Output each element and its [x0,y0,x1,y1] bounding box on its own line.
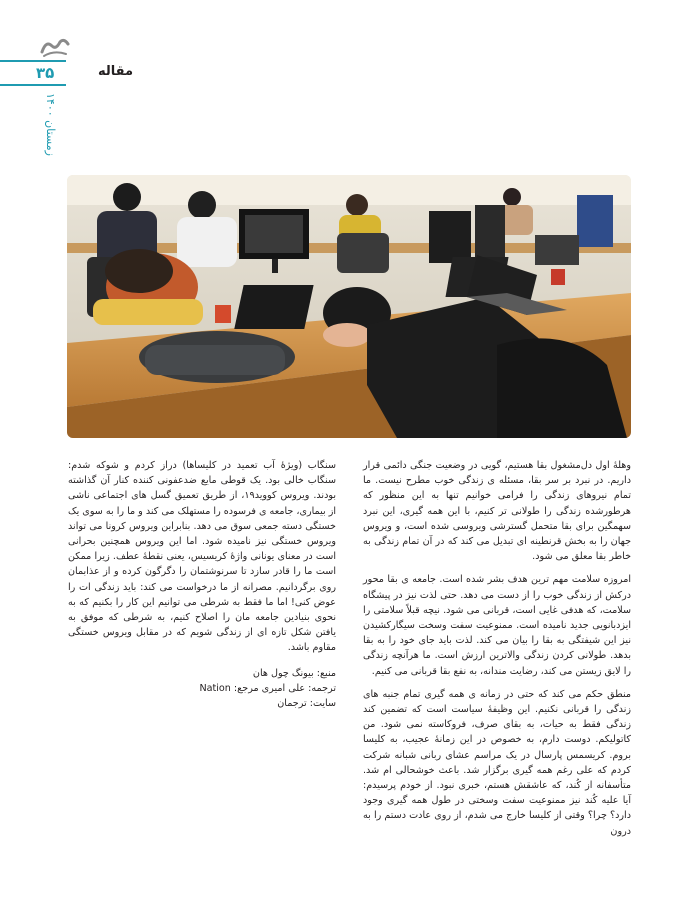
article-paragraph: منطق حکم می کند که حتی در زمانه ی همه گیری تمام جنبه های زندگی را قربانی نکنیم. این وظیفهٔ سیاست است که تضمین کند زندگی فقط به حیات، به بقای صرف، فروکاسته نمی شود. من کاتولیکم. دوست دارم، به خصوص در این زمانهٔ عجیب، به کلیسا بروم. کریسمس پارسال در یک مراسم عشای ربانی شبانه شرکت کردم که علی رغم همه گیری برگزار شد. باعث خوشحالی ام شد. متأسفانه از کُند، که عاشقش هستم، خبری نبود. از خودم پرسیدم: آیا علیه کُند نیز ممنوعیت سفت وسختی در طول همه گیری وجود دارد؟ چرا؟ وقتی از کلیسا خارج می شدم، از روی عادت دستم را به درون [363,688,631,837]
page-number-rule-bottom [0,84,66,86]
credit-site: سایت: ترجمان [277,697,336,709]
article-column-right [363,458,631,847]
credit-translation: ترجمه: علی امیری مرجع: Nation [199,682,336,694]
page-number-rule-top [0,60,66,62]
article-paragraph: امروزه سلامت مهم ترین هدف بشر شده است. جامعه ی بقا محور درکش از زندگی خوب را از دست می دهد. حتی لذت نیز در پیشگاه سلامت، که هدفی غایی است، قربانی می شود. نیچه قبلاً سلامتی را ایزدبانویی جدید نامیده است. ممنوعیت سفت وسخت سیگارکشیدن نیز این شیفتگی به بقا را بیان می کند. لذت باید جای خود را به بقا بدهد. طولانی کردن زندگی والاترین ارزش است. ما هرآنچه زندگی را لایق زیستن می کند، رضایت مندانه، به نفع بقا قربانی می کنیم. [363,574,631,677]
article-credits [68,666,336,711]
page-number: ۳۵ [36,64,55,82]
issue-date: زمستان ۱۴۰۰ [44,93,57,156]
article-column-left [68,458,336,711]
article-paragraph: سنگاب (ویژهٔ آب تعمید در کلیساها) دراز کردم و شوکه شدم: سنگاب خالی بود. یک قوطی مایع ضدعفونی کننده کنار آن گذاشته بودند. ویروس کووید۱۹، از طریق تعمیق گسل های اجتماعی ناشی از بیماری، جامعه ی فرسوده را مستهلک می کند و ما را به سوی یک خستگی دسته جمعی سوق می دهد. بنابراین ویروس کرونا می تواند ویروس خستگی نیز نامیده شود. اما این ویروس همچنین بحرانی است در معنای یونانی واژهٔ کریسیس، یعنی نقطهٔ عطف. زیرا ممکن است ما را قادر سازد تا سرنوشتمان را دگرگون کرده و از عذابمان روی برگردانیم. مصرانه از ما درخواست می کند: باید زندگی ات را عوض کنی! اما ما فقط به شرطی می توانیم این کار را بکنیم که به نحوی بنیادین جامعه مان را اصلاح کنیم، به شرطی که موفق به یافتن شکل تازه ای از زندگی شویم که در مقابل ویروس خستگی مقاوم باشد. [68,460,337,654]
office-workers-sleeping-photo [67,175,631,438]
credit-source: منبع: بیونگ چول هان [252,667,336,679]
article-paragraph: وهلهٔ اول دل‌مشغول بقا هستیم، گویی در وضعیت جنگی دائمی قرار داریم. در نبرد بر سر بقا، مسئله ی زندگی خوب مطرح نیست. ما تمام نیروهای زندگی را فرامی خوانیم تنها به این منظور که هرطورشده زندگی را طولانی تر کنیم، با این همه گیری، این نبرد سهمگین برای بقا متحمل گسترشی ویروسی شده است، و ویروس جهان را به بخش قرنطینه ای تبدیل می کند که در آن تمام زندگی به خاطر بقا معلق می شود. [363,460,631,563]
section-label: مقاله [98,64,134,79]
magazine-logo-icon [40,36,70,58]
